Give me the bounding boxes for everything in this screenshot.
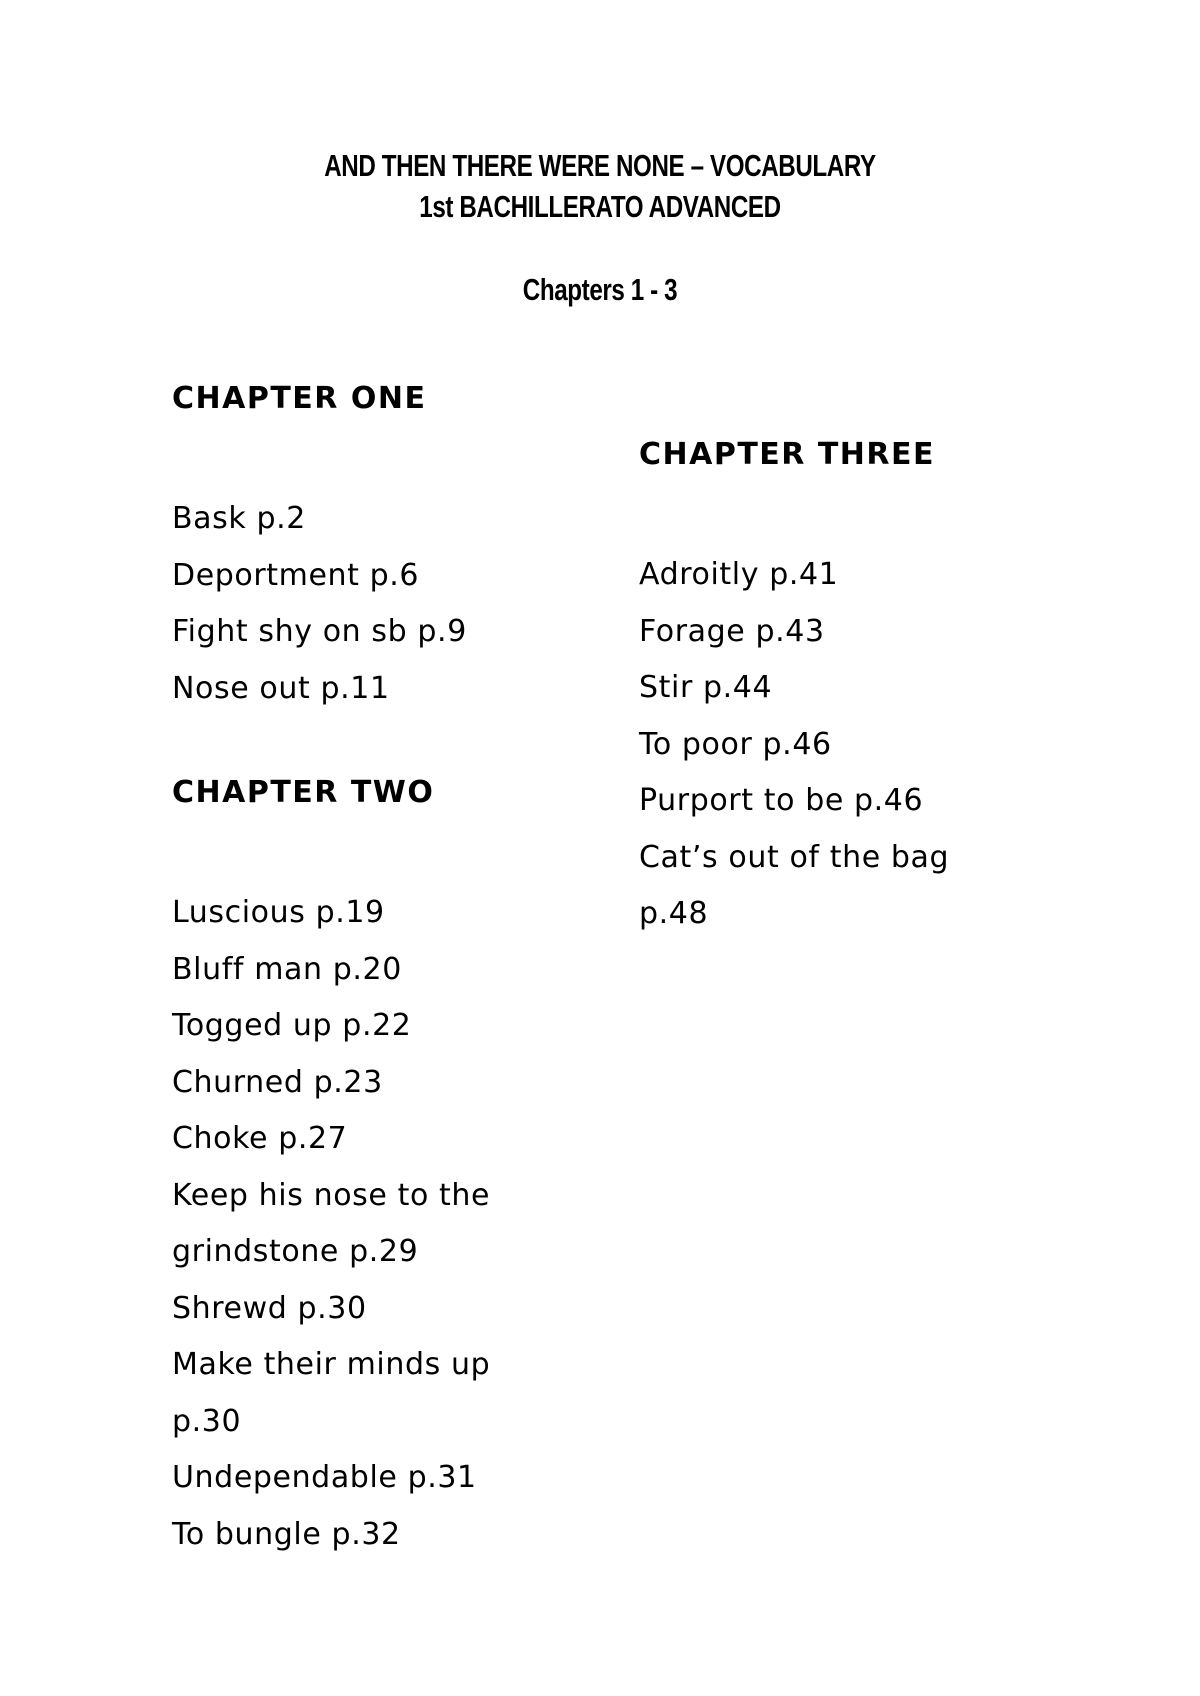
chapter-three-list <box>639 547 999 943</box>
list-item: Keep his nose to the <box>172 1177 491 1213</box>
right-column <box>639 435 999 943</box>
list-item: Shrewd p.30 <box>172 1290 367 1326</box>
document-title: AND THEN THERE WERE NONE – VOCABULARY <box>324 148 876 183</box>
list-item: Nose out p.11 <box>172 670 390 706</box>
list-item: Adroitly p.41 <box>639 557 839 592</box>
chapter-two-heading: CHAPTER TWO <box>172 775 435 810</box>
list-item: Bluff man p.20 <box>172 951 402 987</box>
list-item: p.30 <box>172 1403 242 1439</box>
document-subtitle: 1st BACHILLERATO ADVANCED <box>419 189 781 224</box>
list-item: To poor p.46 <box>639 726 832 762</box>
left-column <box>172 379 532 1563</box>
chapter-two-list <box>172 885 532 1563</box>
list-item: p.48 <box>639 896 709 931</box>
chapter-three-heading: CHAPTER THREE <box>639 437 935 472</box>
list-item: Undependable p.31 <box>172 1460 477 1495</box>
list-item: Stir p.44 <box>639 670 773 705</box>
chapters-range: Chapters 1 - 3 <box>522 272 678 307</box>
list-item: To bungle p.32 <box>172 1516 401 1552</box>
list-item: Choke p.27 <box>172 1121 348 1156</box>
list-item: Churned p.23 <box>172 1064 383 1100</box>
list-item: Deportment p.6 <box>172 557 420 593</box>
list-item: Bask p.2 <box>172 501 306 536</box>
list-item: Luscious p.19 <box>172 895 385 930</box>
list-item: Cat’s out of the bag <box>639 839 950 875</box>
list-item: Make their minds up <box>172 1347 491 1382</box>
chapter-one-list <box>172 491 532 717</box>
chapter-one-heading: CHAPTER ONE <box>172 381 427 416</box>
list-item: Togged up p.22 <box>172 1008 412 1043</box>
list-item: Fight shy on sb p.9 <box>172 614 467 649</box>
list-item: grindstone p.29 <box>172 1234 419 1269</box>
list-item: Forage p.43 <box>639 613 825 649</box>
list-item: Purport to be p.46 <box>639 783 924 818</box>
